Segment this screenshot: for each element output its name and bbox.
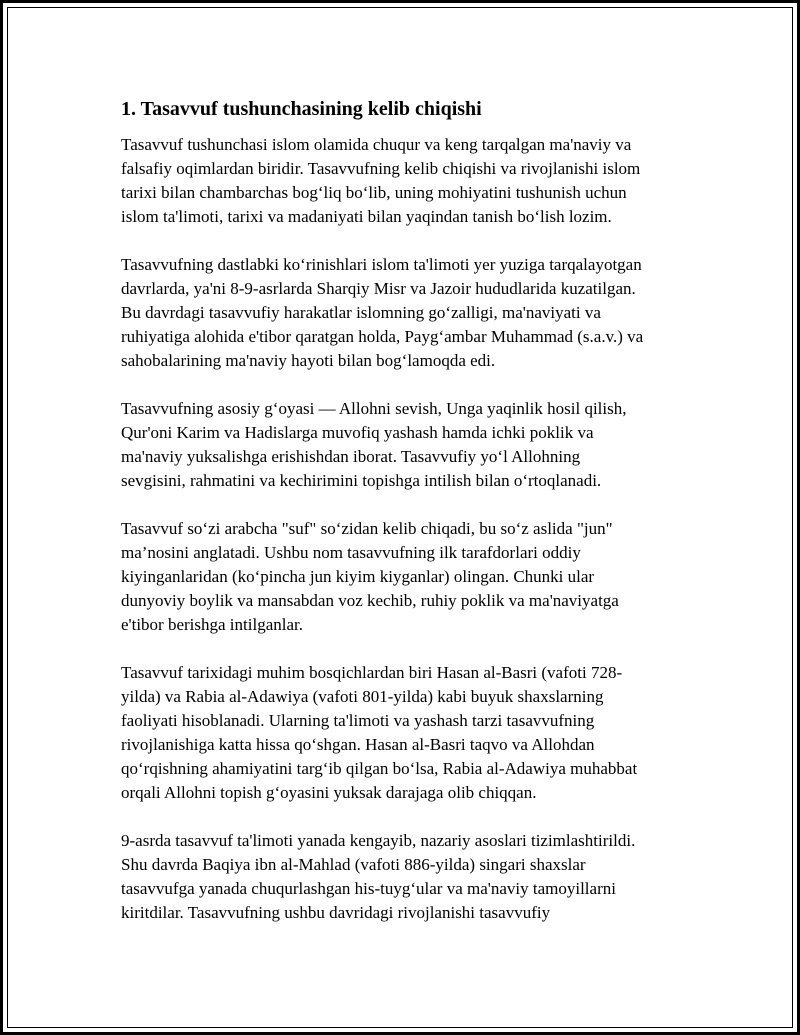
paragraph-3: Tasavvufning asosiy g‘oyasi — Allohni sevish, Unga yaqinlik hosil qilish, Qur'oni Karim va Hadislarga muvofiq yashash hamda ichki poklik va ma'naviy yuksalishga erishishdan iborat. Tasavvufiy yo‘l Allohning sevgisini, rahmatini va kechirimini topishga intilish bilan o‘rtoqlanadi. bbox=[121, 399, 627, 490]
document-body bbox=[121, 95, 701, 949]
paragraph-2: Tasavvufning dastlabki ko‘rinishlari islom ta'limoti yer yuziga tarqalayotgan davrlarda, ya'ni 8-9-asrlarda Sharqiy Misr va Jazoir hududlarida kuzatilgan. Bu davrdagi tasavvufiy harakatlar islomning go‘zalligi, ma'naviyati va ruhiyatiga alohida e'tibor qaratgan holda, Payg‘ambar Muhammad (s.a.v.) va sahobalarining ma'naviy hayoti bilan bog‘lamoqda edi. bbox=[121, 255, 644, 370]
paragraph-4: Tasavvuf so‘zi arabcha "suf" so‘zidan kelib chiqadi, bu so‘z aslida "jun" ma’nosini anglatadi. Ushbu nom tasavvufning ilk tarafdorlari oddiy kiyinganlaridan (ko‘pincha jun kiyim kiyganlar) olingan. Chunki ular dunyoviy boylik va mansabdan voz kechib, ruhiy poklik va ma'naviyatga e'tibor berishga intilganlar. bbox=[121, 519, 619, 634]
paragraph-5: Tasavvuf tarixidagi muhim bosqichlardan biri Hasan al-Basri (vafoti 728- yilda) va Rabia al-Adawiya (vafoti 801-yilda) kabi buyuk shaxslarning faoliyati hisoblanadi. Ularning ta'limoti va yashash tarzi tasavvufning rivojlanishiga katta hissa qo‘shgan. Hasan al-Basri taqvo va Allohdan qo‘rqishning ahamiyatini targ‘ib qilgan bo‘lsa, Rabia al-Adawiya muhabbat orqali Allohni topish g‘oyasini yuksak darajaga olib chiqqan. bbox=[121, 663, 638, 802]
section-heading: 1. Tasavvuf tushunchasining kelib chiqishi bbox=[121, 98, 482, 120]
paragraph-1: Tasavvuf tushunchasi islom olamida chuqur va keng tarqalgan ma'naviy va falsafiy oqimlardan biridir. Tasavvufning kelib chiqishi va rivojlanishi islom tarixi bilan chambarchas bog‘liq bo‘lib, uning mohiyatini tushunish uchun islom ta'limoti, tarixi va madaniyati bilan yaqindan tanish bo‘lish lozim. bbox=[121, 135, 641, 226]
paragraph-6: 9-asrda tasavvuf ta'limoti yanada kengayib, nazariy asoslari tizimlashtirildi. Shu davrda Baqiya ibn al-Mahlad (vafoti 886-yilda) singari shaxslar tasavvufga yanada chuqurlashgan his-tuyg‘ular va ma'naviy tamoyillarni kiritdilar. Tasavvufning ushbu davridagi rivojlanishi tasavvufiy bbox=[121, 831, 636, 922]
